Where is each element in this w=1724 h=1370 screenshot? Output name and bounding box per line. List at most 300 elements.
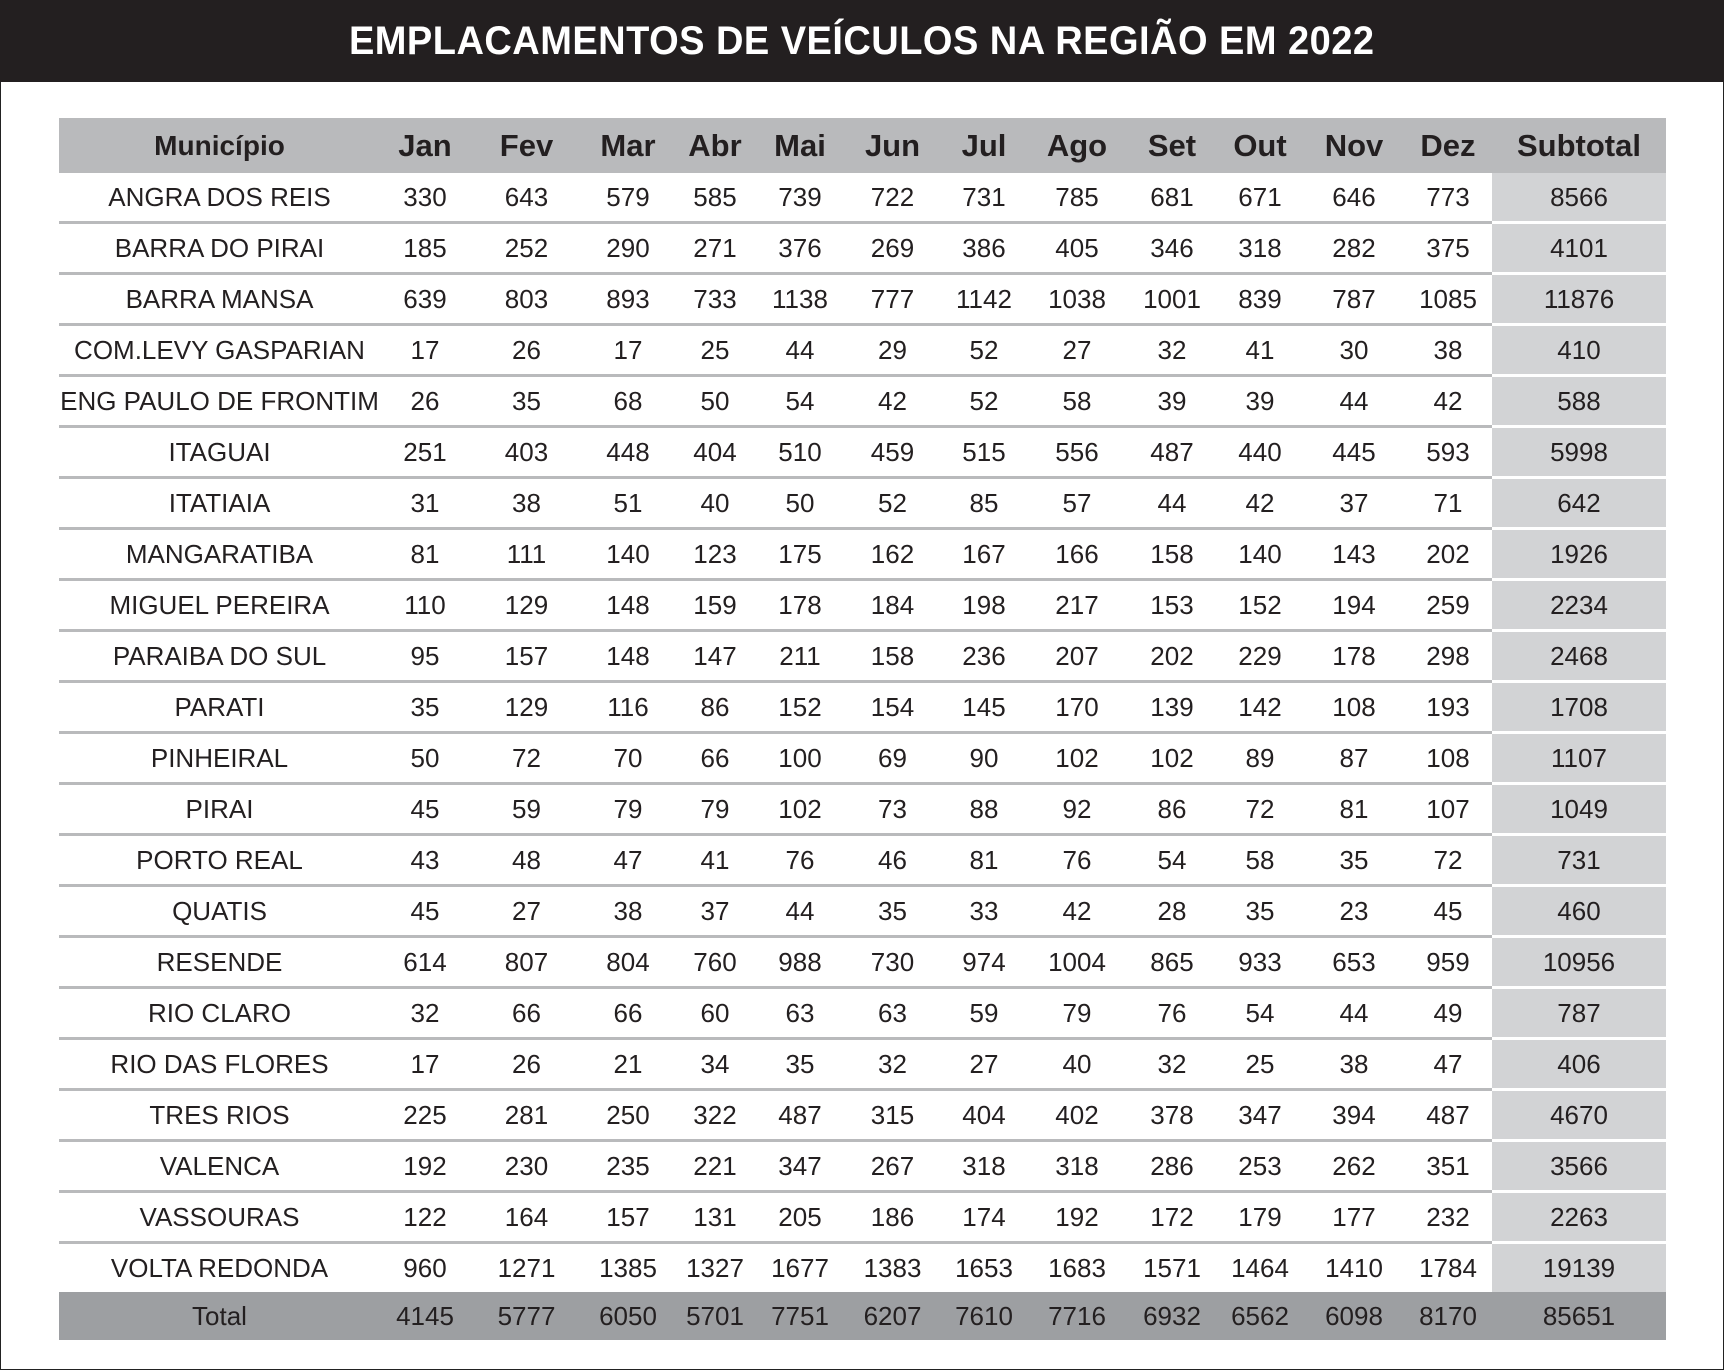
month-value-cell: 739 bbox=[757, 173, 843, 223]
month-value-cell: 158 bbox=[1128, 529, 1216, 580]
total-label: Total bbox=[59, 1292, 380, 1340]
subtotal-cell: 5998 bbox=[1492, 427, 1666, 478]
month-value-cell: 42 bbox=[843, 376, 942, 427]
month-value-cell: 71 bbox=[1404, 478, 1492, 529]
month-value-cell: 39 bbox=[1128, 376, 1216, 427]
month-value-cell: 95 bbox=[380, 631, 470, 682]
month-value-cell: 50 bbox=[380, 733, 470, 784]
month-value-cell: 959 bbox=[1404, 937, 1492, 988]
month-value-cell: 81 bbox=[1304, 784, 1404, 835]
month-value-cell: 92 bbox=[1026, 784, 1128, 835]
month-value-cell: 347 bbox=[1216, 1090, 1304, 1141]
column-header: Mai bbox=[757, 118, 843, 173]
month-value-cell: 42 bbox=[1216, 478, 1304, 529]
municipality-cell: ANGRA DOS REIS bbox=[59, 173, 380, 223]
total-value-cell: 6207 bbox=[843, 1292, 942, 1340]
total-value-cell: 6050 bbox=[583, 1292, 673, 1340]
month-value-cell: 579 bbox=[583, 173, 673, 223]
month-value-cell: 933 bbox=[1216, 937, 1304, 988]
month-value-cell: 448 bbox=[583, 427, 673, 478]
month-value-cell: 177 bbox=[1304, 1192, 1404, 1243]
month-value-cell: 405 bbox=[1026, 223, 1128, 274]
month-value-cell: 26 bbox=[470, 325, 583, 376]
month-value-cell: 40 bbox=[1026, 1039, 1128, 1090]
month-value-cell: 27 bbox=[470, 886, 583, 937]
grand-total-cell: 85651 bbox=[1492, 1292, 1666, 1340]
month-value-cell: 72 bbox=[1404, 835, 1492, 886]
table-row bbox=[59, 223, 1666, 274]
municipality-cell: BARRA MANSA bbox=[59, 274, 380, 325]
month-value-cell: 378 bbox=[1128, 1090, 1216, 1141]
municipality-cell: PARAIBA DO SUL bbox=[59, 631, 380, 682]
month-value-cell: 72 bbox=[470, 733, 583, 784]
month-value-cell: 346 bbox=[1128, 223, 1216, 274]
month-value-cell: 131 bbox=[673, 1192, 757, 1243]
month-value-cell: 148 bbox=[583, 631, 673, 682]
month-value-cell: 26 bbox=[470, 1039, 583, 1090]
month-value-cell: 1653 bbox=[955, 1252, 1013, 1283]
month-value-cell: 232 bbox=[1404, 1192, 1492, 1243]
month-value-cell: 593 bbox=[1404, 427, 1492, 478]
month-value-cell: 69 bbox=[843, 733, 942, 784]
month-value-cell: 17 bbox=[583, 325, 673, 376]
month-value-cell: 459 bbox=[843, 427, 942, 478]
month-value-cell: 974 bbox=[942, 937, 1026, 988]
month-value-cell: 35 bbox=[380, 682, 470, 733]
month-value-cell: 44 bbox=[1304, 988, 1404, 1039]
month-value-cell: 157 bbox=[470, 631, 583, 682]
month-value-cell: 41 bbox=[673, 835, 757, 886]
month-value-cell: 72 bbox=[1216, 784, 1304, 835]
month-value-cell: 777 bbox=[843, 274, 942, 325]
month-value-cell: 152 bbox=[1216, 580, 1304, 631]
table-row bbox=[59, 835, 1666, 886]
month-value-cell: 375 bbox=[1404, 223, 1492, 274]
total-row bbox=[59, 1292, 1666, 1340]
month-value-cell: 116 bbox=[583, 682, 673, 733]
month-value-cell: 166 bbox=[1026, 529, 1128, 580]
title-bar bbox=[0, 0, 1724, 82]
month-value-cell: 290 bbox=[583, 223, 673, 274]
month-value-cell: 318 bbox=[1026, 1141, 1128, 1192]
subtotal-cell: 588 bbox=[1492, 376, 1666, 427]
month-value-cell: 50 bbox=[757, 478, 843, 529]
month-value-cell: 1410 bbox=[1325, 1252, 1383, 1283]
month-value-cell: 1571 bbox=[1143, 1252, 1201, 1283]
municipality-cell: QUATIS bbox=[59, 886, 380, 937]
table-row bbox=[59, 376, 1666, 427]
month-value-cell: 229 bbox=[1216, 631, 1304, 682]
month-value-cell: 230 bbox=[470, 1141, 583, 1192]
month-value-cell: 23 bbox=[1304, 886, 1404, 937]
subtotal-cell: 4670 bbox=[1492, 1090, 1666, 1141]
month-value-cell: 123 bbox=[673, 529, 757, 580]
month-value-cell: 90 bbox=[942, 733, 1026, 784]
table-body bbox=[59, 173, 1666, 1292]
month-value-cell: 988 bbox=[757, 937, 843, 988]
month-value-cell: 556 bbox=[1026, 427, 1128, 478]
month-value-cell: 76 bbox=[1128, 988, 1216, 1039]
month-value-cell: 26 bbox=[380, 376, 470, 427]
total-value-cell: 4145 bbox=[380, 1292, 470, 1340]
column-header: Fev bbox=[470, 118, 583, 173]
month-value-cell: 267 bbox=[843, 1141, 942, 1192]
month-value-cell: 787 bbox=[1304, 274, 1404, 325]
month-value-cell: 164 bbox=[470, 1192, 583, 1243]
month-value-cell: 1004 bbox=[1026, 937, 1128, 988]
column-header: Subtotal bbox=[1492, 118, 1666, 173]
month-value-cell: 282 bbox=[1304, 223, 1404, 274]
month-value-cell: 259 bbox=[1404, 580, 1492, 631]
month-value-cell: 760 bbox=[673, 937, 757, 988]
month-value-cell: 643 bbox=[470, 173, 583, 223]
total-value-cell: 7751 bbox=[757, 1292, 843, 1340]
month-value-cell: 178 bbox=[1304, 631, 1404, 682]
month-value-cell: 54 bbox=[1128, 835, 1216, 886]
month-value-cell: 639 bbox=[380, 274, 470, 325]
month-value-cell: 35 bbox=[843, 886, 942, 937]
month-value-cell: 1085 bbox=[1404, 274, 1492, 325]
month-value-cell: 162 bbox=[843, 529, 942, 580]
month-value-cell: 1677 bbox=[771, 1252, 829, 1283]
month-value-cell: 139 bbox=[1128, 682, 1216, 733]
month-value-cell: 66 bbox=[673, 733, 757, 784]
municipality-cell: RIO DAS FLORES bbox=[59, 1039, 380, 1090]
month-value-cell: 143 bbox=[1304, 529, 1404, 580]
month-value-cell: 252 bbox=[470, 223, 583, 274]
month-value-cell: 66 bbox=[470, 988, 583, 1039]
month-value-cell: 76 bbox=[1026, 835, 1128, 886]
month-value-cell: 54 bbox=[1216, 988, 1304, 1039]
month-value-cell: 404 bbox=[942, 1090, 1026, 1141]
month-value-cell: 17 bbox=[380, 325, 470, 376]
column-header: Jun bbox=[843, 118, 942, 173]
month-value-cell: 32 bbox=[1128, 1039, 1216, 1090]
total-value-cell: 7610 bbox=[942, 1292, 1026, 1340]
month-value-cell: 286 bbox=[1128, 1141, 1216, 1192]
subtotal-cell: 4101 bbox=[1492, 223, 1666, 274]
month-value-cell: 1001 bbox=[1128, 274, 1216, 325]
month-value-cell: 60 bbox=[673, 988, 757, 1039]
table-row bbox=[59, 325, 1666, 376]
month-value-cell: 1383 bbox=[863, 1252, 922, 1283]
month-value-cell: 185 bbox=[380, 223, 470, 274]
month-value-cell: 404 bbox=[673, 427, 757, 478]
municipality-cell: VASSOURAS bbox=[59, 1192, 380, 1243]
header-row bbox=[59, 118, 1666, 173]
month-value-cell: 86 bbox=[1128, 784, 1216, 835]
month-value-cell: 202 bbox=[1404, 529, 1492, 580]
month-value-cell: 804 bbox=[583, 937, 673, 988]
month-value-cell: 148 bbox=[583, 580, 673, 631]
month-value-cell: 445 bbox=[1304, 427, 1404, 478]
month-value-cell: 487 bbox=[757, 1090, 843, 1141]
month-value-cell: 107 bbox=[1404, 784, 1492, 835]
month-value-cell: 46 bbox=[843, 835, 942, 886]
subtotal-cell: 410 bbox=[1492, 325, 1666, 376]
month-value-cell: 52 bbox=[843, 478, 942, 529]
month-value-cell: 102 bbox=[1128, 733, 1216, 784]
subtotal-cell: 19139 bbox=[1492, 1243, 1666, 1293]
month-value-cell: 865 bbox=[1128, 937, 1216, 988]
month-value-cell: 38 bbox=[1404, 325, 1492, 376]
municipality-cell: TRES RIOS bbox=[59, 1090, 380, 1141]
month-value-cell: 111 bbox=[470, 529, 583, 580]
month-value-cell: 44 bbox=[757, 325, 843, 376]
month-value-cell: 585 bbox=[673, 173, 757, 223]
month-value-cell: 28 bbox=[1128, 886, 1216, 937]
month-value-cell: 37 bbox=[673, 886, 757, 937]
month-value-cell: 179 bbox=[1216, 1192, 1304, 1243]
month-value-cell: 58 bbox=[1026, 376, 1128, 427]
month-value-cell: 68 bbox=[583, 376, 673, 427]
month-value-cell: 66 bbox=[583, 988, 673, 1039]
column-header: Out bbox=[1216, 118, 1304, 173]
subtotal-cell: 3566 bbox=[1492, 1141, 1666, 1192]
subtotal-cell: 731 bbox=[1492, 835, 1666, 886]
month-value-cell: 733 bbox=[673, 274, 757, 325]
municipality-cell: VOLTA REDONDA bbox=[110, 1252, 329, 1283]
column-header: Set bbox=[1128, 118, 1216, 173]
subtotal-cell: 787 bbox=[1492, 988, 1666, 1039]
month-value-cell: 893 bbox=[583, 274, 673, 325]
month-value-cell: 172 bbox=[1128, 1192, 1216, 1243]
month-value-cell: 175 bbox=[757, 529, 843, 580]
month-value-cell: 515 bbox=[942, 427, 1026, 478]
month-value-cell: 487 bbox=[1404, 1090, 1492, 1141]
month-value-cell: 49 bbox=[1404, 988, 1492, 1039]
month-value-cell: 59 bbox=[470, 784, 583, 835]
month-value-cell: 271 bbox=[673, 223, 757, 274]
month-value-cell: 159 bbox=[673, 580, 757, 631]
column-header: Município bbox=[59, 118, 380, 173]
month-value-cell: 671 bbox=[1216, 173, 1304, 223]
month-value-cell: 158 bbox=[843, 631, 942, 682]
month-value-cell: 236 bbox=[942, 631, 1026, 682]
municipality-cell: RIO CLARO bbox=[59, 988, 380, 1039]
month-value-cell: 81 bbox=[380, 529, 470, 580]
month-value-cell: 178 bbox=[757, 580, 843, 631]
month-value-cell: 250 bbox=[583, 1090, 673, 1141]
month-value-cell: 30 bbox=[1304, 325, 1404, 376]
month-value-cell: 330 bbox=[380, 173, 470, 223]
month-value-cell: 29 bbox=[843, 325, 942, 376]
municipality-cell: ITATIAIA bbox=[59, 478, 380, 529]
month-value-cell: 839 bbox=[1216, 274, 1304, 325]
month-value-cell: 35 bbox=[1216, 886, 1304, 937]
total-value-cell: 6562 bbox=[1216, 1292, 1304, 1340]
month-value-cell: 211 bbox=[757, 631, 843, 682]
month-value-cell: 25 bbox=[673, 325, 757, 376]
municipality-cell: PIRAI bbox=[59, 784, 380, 835]
month-value-cell: 153 bbox=[1128, 580, 1216, 631]
month-value-cell: 186 bbox=[843, 1192, 942, 1243]
month-value-cell: 45 bbox=[380, 886, 470, 937]
month-value-cell: 1464 bbox=[1231, 1252, 1289, 1283]
month-value-cell: 79 bbox=[673, 784, 757, 835]
month-value-cell: 32 bbox=[1128, 325, 1216, 376]
month-value-cell: 39 bbox=[1216, 376, 1304, 427]
month-value-cell: 1038 bbox=[1026, 274, 1128, 325]
table-row bbox=[59, 886, 1666, 937]
table-row bbox=[59, 784, 1666, 835]
month-value-cell: 108 bbox=[1304, 682, 1404, 733]
month-value-cell: 318 bbox=[942, 1141, 1026, 1192]
month-value-cell: 32 bbox=[380, 988, 470, 1039]
column-header: Mar bbox=[583, 118, 673, 173]
month-value-cell: 140 bbox=[583, 529, 673, 580]
month-value-cell: 42 bbox=[1404, 376, 1492, 427]
month-value-cell: 202 bbox=[1128, 631, 1216, 682]
month-value-cell: 269 bbox=[843, 223, 942, 274]
table-row bbox=[59, 478, 1666, 529]
month-value-cell: 394 bbox=[1304, 1090, 1404, 1141]
table-row bbox=[59, 1141, 1666, 1192]
column-header: Abr bbox=[673, 118, 757, 173]
month-value-cell: 43 bbox=[380, 835, 470, 886]
subtotal-cell: 642 bbox=[1492, 478, 1666, 529]
municipality-cell: BARRA DO PIRAI bbox=[59, 223, 380, 274]
month-value-cell: 38 bbox=[470, 478, 583, 529]
table-row bbox=[59, 937, 1666, 988]
month-value-cell: 108 bbox=[1404, 733, 1492, 784]
month-value-cell: 35 bbox=[757, 1039, 843, 1090]
month-value-cell: 40 bbox=[673, 478, 757, 529]
month-value-cell: 251 bbox=[380, 427, 470, 478]
total-value-cell: 5777 bbox=[470, 1292, 583, 1340]
month-value-cell: 73 bbox=[843, 784, 942, 835]
month-value-cell: 207 bbox=[1026, 631, 1128, 682]
total-value-cell: 6932 bbox=[1128, 1292, 1216, 1340]
month-value-cell: 198 bbox=[942, 580, 1026, 631]
month-value-cell: 63 bbox=[757, 988, 843, 1039]
table-row bbox=[59, 427, 1666, 478]
month-value-cell: 59 bbox=[942, 988, 1026, 1039]
month-value-cell: 681 bbox=[1128, 173, 1216, 223]
total-value-cell: 6098 bbox=[1304, 1292, 1404, 1340]
subtotal-cell: 460 bbox=[1492, 886, 1666, 937]
month-value-cell: 510 bbox=[757, 427, 843, 478]
month-value-cell: 193 bbox=[1404, 682, 1492, 733]
month-value-cell: 76 bbox=[757, 835, 843, 886]
month-value-cell: 386 bbox=[942, 223, 1026, 274]
column-header: Jul bbox=[942, 118, 1026, 173]
month-value-cell: 38 bbox=[583, 886, 673, 937]
month-value-cell: 157 bbox=[583, 1192, 673, 1243]
month-value-cell: 42 bbox=[1026, 886, 1128, 937]
subtotal-cell: 1107 bbox=[1492, 733, 1666, 784]
month-value-cell: 803 bbox=[470, 274, 583, 325]
table-row bbox=[59, 173, 1666, 223]
month-value-cell: 347 bbox=[757, 1141, 843, 1192]
month-value-cell: 35 bbox=[1304, 835, 1404, 886]
month-value-cell: 122 bbox=[380, 1192, 470, 1243]
month-value-cell: 351 bbox=[1404, 1141, 1492, 1192]
month-value-cell: 102 bbox=[1026, 733, 1128, 784]
month-value-cell: 653 bbox=[1304, 937, 1404, 988]
month-value-cell: 25 bbox=[1216, 1039, 1304, 1090]
subtotal-cell: 2263 bbox=[1492, 1192, 1666, 1243]
month-value-cell: 253 bbox=[1216, 1141, 1304, 1192]
subtotal-cell: 406 bbox=[1492, 1039, 1666, 1090]
month-value-cell: 646 bbox=[1304, 173, 1404, 223]
municipality-cell: MANGARATIBA bbox=[59, 529, 380, 580]
total-value-cell: 8170 bbox=[1404, 1292, 1492, 1340]
table-row bbox=[59, 1192, 1666, 1243]
table-row bbox=[59, 1243, 1666, 1293]
month-value-cell: 87 bbox=[1304, 733, 1404, 784]
month-value-cell: 31 bbox=[380, 478, 470, 529]
month-value-cell: 50 bbox=[673, 376, 757, 427]
month-value-cell: 281 bbox=[470, 1090, 583, 1141]
month-value-cell: 217 bbox=[1026, 580, 1128, 631]
month-value-cell: 47 bbox=[1404, 1039, 1492, 1090]
month-value-cell: 152 bbox=[757, 682, 843, 733]
month-value-cell: 730 bbox=[843, 937, 942, 988]
month-value-cell: 322 bbox=[673, 1090, 757, 1141]
month-value-cell: 32 bbox=[843, 1039, 942, 1090]
month-value-cell: 44 bbox=[757, 886, 843, 937]
subtotal-cell: 10956 bbox=[1492, 937, 1666, 988]
month-value-cell: 1385 bbox=[599, 1252, 657, 1283]
table-row bbox=[59, 274, 1666, 325]
month-value-cell: 731 bbox=[942, 173, 1026, 223]
month-value-cell: 1138 bbox=[757, 274, 843, 325]
month-value-cell: 129 bbox=[470, 580, 583, 631]
month-value-cell: 722 bbox=[843, 173, 942, 223]
month-value-cell: 167 bbox=[942, 529, 1026, 580]
month-value-cell: 63 bbox=[843, 988, 942, 1039]
month-value-cell: 27 bbox=[942, 1039, 1026, 1090]
total-value-cell: 5701 bbox=[673, 1292, 757, 1340]
month-value-cell: 129 bbox=[470, 682, 583, 733]
column-header: Ago bbox=[1026, 118, 1128, 173]
month-value-cell: 52 bbox=[942, 325, 1026, 376]
month-value-cell: 45 bbox=[380, 784, 470, 835]
month-value-cell: 33 bbox=[942, 886, 1026, 937]
month-value-cell: 192 bbox=[380, 1141, 470, 1192]
month-value-cell: 402 bbox=[1026, 1090, 1128, 1141]
month-value-cell: 154 bbox=[843, 682, 942, 733]
month-value-cell: 102 bbox=[757, 784, 843, 835]
month-value-cell: 184 bbox=[843, 580, 942, 631]
column-header: Jan bbox=[380, 118, 470, 173]
month-value-cell: 27 bbox=[1026, 325, 1128, 376]
municipality-cell: ENG PAULO DE FRONTIM bbox=[59, 376, 380, 427]
month-value-cell: 960 bbox=[403, 1252, 447, 1283]
month-value-cell: 174 bbox=[942, 1192, 1026, 1243]
month-value-cell: 38 bbox=[1304, 1039, 1404, 1090]
municipality-cell: MIGUEL PEREIRA bbox=[59, 580, 380, 631]
month-value-cell: 58 bbox=[1216, 835, 1304, 886]
month-value-cell: 225 bbox=[380, 1090, 470, 1141]
month-value-cell: 376 bbox=[757, 223, 843, 274]
month-value-cell: 110 bbox=[380, 580, 470, 631]
month-value-cell: 147 bbox=[673, 631, 757, 682]
month-value-cell: 85 bbox=[942, 478, 1026, 529]
month-value-cell: 86 bbox=[673, 682, 757, 733]
month-value-cell: 614 bbox=[380, 937, 470, 988]
month-value-cell: 403 bbox=[470, 427, 583, 478]
month-value-cell: 41 bbox=[1216, 325, 1304, 376]
total-value-cell: 7716 bbox=[1026, 1292, 1128, 1340]
column-header: Nov bbox=[1304, 118, 1404, 173]
month-value-cell: 88 bbox=[942, 784, 1026, 835]
month-value-cell: 487 bbox=[1128, 427, 1216, 478]
column-header: Dez bbox=[1404, 118, 1492, 173]
month-value-cell: 44 bbox=[1304, 376, 1404, 427]
table-row bbox=[59, 529, 1666, 580]
